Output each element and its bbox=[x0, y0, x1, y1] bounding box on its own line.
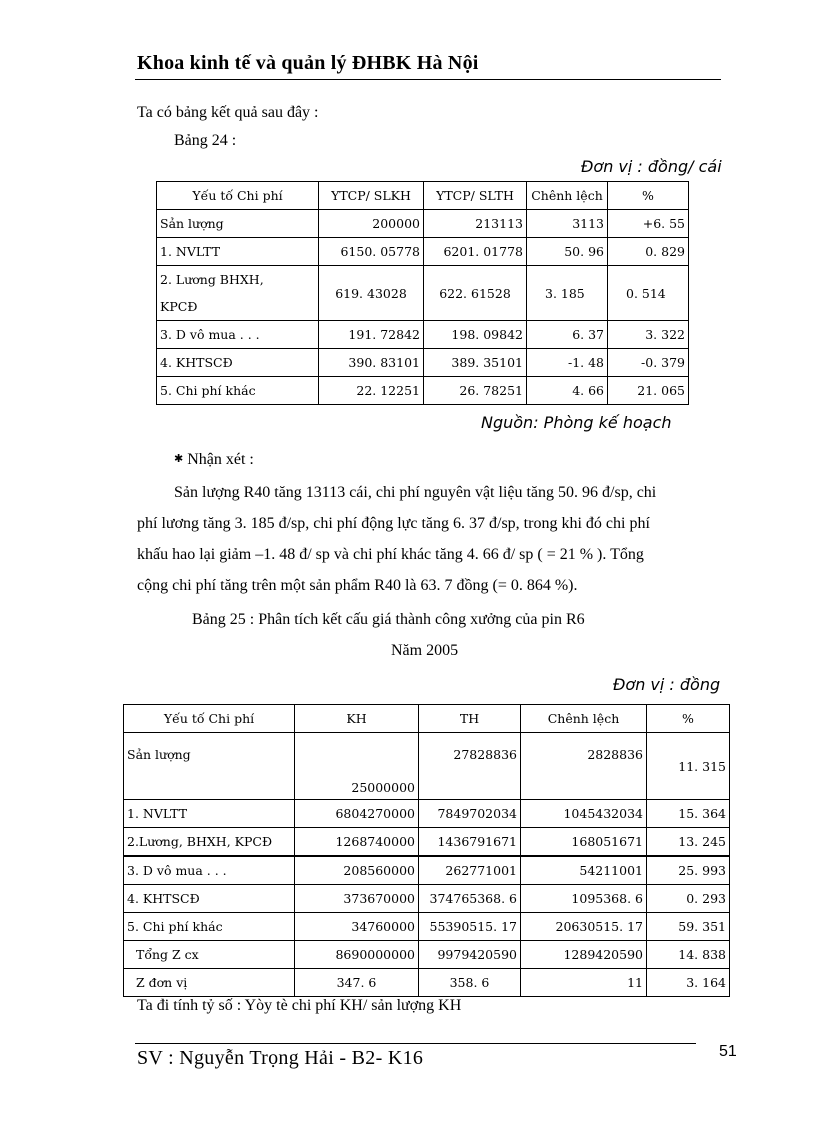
table-cell: 619. 43028 bbox=[319, 266, 424, 321]
table-cell: 198. 09842 bbox=[424, 321, 527, 349]
table-cell: 3. D vô mua . . . bbox=[157, 321, 319, 349]
table-cell: -1. 48 bbox=[527, 349, 608, 377]
table-cell: 6201. 01778 bbox=[424, 238, 527, 266]
header-cell: KH bbox=[295, 705, 419, 733]
table-cell: 55390515. 17 bbox=[419, 913, 521, 941]
table-cell: 2828836 bbox=[521, 733, 647, 800]
table-cell: 200000 bbox=[319, 210, 424, 238]
table-cell: 262771001 bbox=[419, 856, 521, 885]
table-cell: 3. 322 bbox=[608, 321, 689, 349]
cell-line: KPCĐ bbox=[160, 299, 198, 314]
table-cell: 1045432034 bbox=[521, 800, 647, 828]
table-row bbox=[157, 238, 689, 266]
table-cell: 1095368. 6 bbox=[521, 885, 647, 913]
table-cell: 5. Chi phí khác bbox=[124, 913, 295, 941]
table-cell: 0. 829 bbox=[608, 238, 689, 266]
table-cell: 389. 35101 bbox=[424, 349, 527, 377]
table-cell: 2.Lương, BHXH, KPCĐ bbox=[124, 828, 295, 857]
table-cell: 14. 838 bbox=[647, 941, 730, 969]
table-cell: 25000000 bbox=[295, 733, 419, 800]
remark-heading bbox=[174, 449, 254, 470]
table-row bbox=[124, 885, 730, 913]
footer-divider bbox=[135, 1043, 696, 1044]
header-cell: Yếu tố Chi phí bbox=[124, 705, 295, 733]
table-25 bbox=[123, 704, 730, 997]
table-cell: +6. 55 bbox=[608, 210, 689, 238]
header-cell: Chênh lệch bbox=[521, 705, 647, 733]
bullet-icon: ✱ bbox=[174, 453, 184, 465]
table-row bbox=[124, 969, 730, 997]
table-cell: 20630515. 17 bbox=[521, 913, 647, 941]
table-row bbox=[157, 210, 689, 238]
table-cell: 54211001 bbox=[521, 856, 647, 885]
table-cell: 50. 96 bbox=[527, 238, 608, 266]
table-cell: 373670000 bbox=[295, 885, 419, 913]
table-cell: 4. KHTSCĐ bbox=[157, 349, 319, 377]
table-cell: 3113 bbox=[527, 210, 608, 238]
table-cell: 5. Chi phí khác bbox=[157, 377, 319, 405]
table-row bbox=[124, 941, 730, 969]
table-cell: 390. 83101 bbox=[319, 349, 424, 377]
table-header-row bbox=[157, 182, 689, 210]
paragraph-line: Sản lượng R40 tăng 13113 cái, chi phí nguyên vật liệu tăng 50. 96 đ/sp, chi bbox=[174, 484, 657, 501]
table-cell: 6. 37 bbox=[527, 321, 608, 349]
table-cell: 0. 514 bbox=[608, 266, 689, 321]
table-row bbox=[124, 733, 730, 800]
header-cell: % bbox=[608, 182, 689, 210]
table24-caption: Bảng 24 : bbox=[174, 132, 237, 149]
closing-text: Ta đi tính tỷ số : Yòy tè chi phí KH/ sản lượng KH bbox=[137, 997, 462, 1014]
paragraph-line: phí lương tăng 3. 185 đ/sp, chi phí động lực tăng 6. 37 đ/sp, trong khi đó chi phí bbox=[137, 515, 650, 532]
table-row bbox=[157, 266, 689, 321]
table-cell: 6804270000 bbox=[295, 800, 419, 828]
table-cell: 9979420590 bbox=[419, 941, 521, 969]
table-cell: 7849702034 bbox=[419, 800, 521, 828]
header-divider bbox=[135, 79, 721, 80]
table24-unit: Đơn vị : đồng/ cái bbox=[581, 157, 722, 176]
table-cell: -0. 379 bbox=[608, 349, 689, 377]
header-cell: YTCP/ SLKH bbox=[319, 182, 424, 210]
table-cell: 34760000 bbox=[295, 913, 419, 941]
table-cell: 1289420590 bbox=[521, 941, 647, 969]
table-cell: 3. D vô mua . . . bbox=[124, 856, 295, 885]
table-cell: 11 bbox=[521, 969, 647, 997]
table-cell: 26. 78251 bbox=[424, 377, 527, 405]
table-cell: 13. 245 bbox=[647, 828, 730, 857]
table-cell: 15. 364 bbox=[647, 800, 730, 828]
table-cell: Z đơn vị bbox=[124, 969, 295, 997]
table-row bbox=[124, 856, 730, 885]
table25-year: Năm 2005 bbox=[391, 642, 459, 659]
table-cell: 8690000000 bbox=[295, 941, 419, 969]
header-cell: Chênh lệch bbox=[527, 182, 608, 210]
table25-caption: Bảng 25 : Phân tích kết cấu giá thành công xưởng của pin R6 bbox=[192, 611, 585, 628]
table-cell: 374765368. 6 bbox=[419, 885, 521, 913]
table-cell: Tổng Z cx bbox=[124, 941, 295, 969]
table-row bbox=[124, 828, 730, 857]
table-cell: 6150. 05778 bbox=[319, 238, 424, 266]
header-cell: % bbox=[647, 705, 730, 733]
table-cell: 27828836 bbox=[419, 733, 521, 800]
table-cell: 4. KHTSCĐ bbox=[124, 885, 295, 913]
table-cell: Sản lượng bbox=[124, 733, 295, 800]
table-row bbox=[157, 377, 689, 405]
table24-source: Nguồn: Phòng kế hoạch bbox=[481, 413, 672, 432]
table-cell: 213113 bbox=[424, 210, 527, 238]
remark-title: Nhận xét : bbox=[187, 451, 254, 468]
table-cell: 208560000 bbox=[295, 856, 419, 885]
table-24 bbox=[156, 181, 689, 405]
table-cell: 22. 12251 bbox=[319, 377, 424, 405]
table-row bbox=[157, 321, 689, 349]
table-cell: Sản lượng bbox=[157, 210, 319, 238]
footer-author: SV : Nguyễn Trọng Hải - B2- K16 bbox=[137, 1047, 424, 1069]
table-cell: 3. 164 bbox=[647, 969, 730, 997]
page-header-title: Khoa kinh tế và quản lý ĐHBK Hà Nội bbox=[137, 52, 479, 74]
table25-unit: Đơn vị : đồng bbox=[613, 675, 721, 694]
header-cell: Yếu tố Chi phí bbox=[157, 182, 319, 210]
remark-paragraph bbox=[137, 477, 721, 601]
table-cell: 622. 61528 bbox=[424, 266, 527, 321]
page-number: 51 bbox=[719, 1043, 737, 1060]
cell-line: 2. Lương BHXH, bbox=[160, 272, 264, 287]
intro-text: Ta có bảng kết quả sau đây : bbox=[137, 104, 319, 121]
table-cell: 1436791671 bbox=[419, 828, 521, 857]
table-header-row bbox=[124, 705, 730, 733]
table-cell: 3. 185 bbox=[527, 266, 608, 321]
paragraph-line: cộng chi phí tăng trên một sản phẩm R40 là 63. 7 đồng (= 0. 864 %). bbox=[137, 577, 578, 594]
table-cell: 25. 993 bbox=[647, 856, 730, 885]
table-cell: 358. 6 bbox=[419, 969, 521, 997]
header-cell: TH bbox=[419, 705, 521, 733]
table-cell: 1. NVLTT bbox=[157, 238, 319, 266]
table-cell: 4. 66 bbox=[527, 377, 608, 405]
table-row bbox=[124, 913, 730, 941]
table-row bbox=[124, 800, 730, 828]
paragraph-line: khấu hao lại giảm –1. 48 đ/ sp và chi phí khác tăng 4. 66 đ/ sp ( = 21 % ). Tổng bbox=[137, 546, 644, 563]
table-cell: 11. 315 bbox=[647, 733, 730, 800]
table-cell: 0. 293 bbox=[647, 885, 730, 913]
header-cell: YTCP/ SLTH bbox=[424, 182, 527, 210]
table-row bbox=[157, 349, 689, 377]
table-cell: 191. 72842 bbox=[319, 321, 424, 349]
table-cell: 1. NVLTT bbox=[124, 800, 295, 828]
table-cell: 1268740000 bbox=[295, 828, 419, 857]
table-cell: 21. 065 bbox=[608, 377, 689, 405]
table-cell: 168051671 bbox=[521, 828, 647, 857]
table-cell: 59. 351 bbox=[647, 913, 730, 941]
table-cell bbox=[157, 266, 319, 321]
table-cell: 347. 6 bbox=[295, 969, 419, 997]
